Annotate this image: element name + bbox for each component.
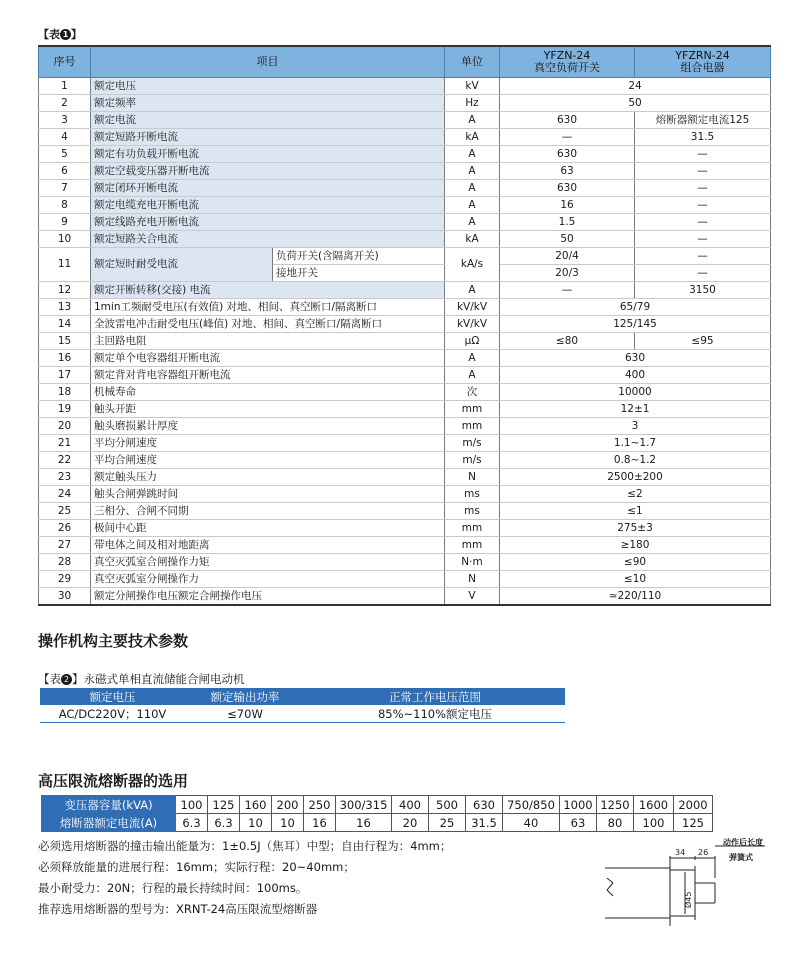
row-unit: A: [445, 180, 500, 197]
row-item: 触头开距: [91, 401, 445, 418]
dim-26-label: 26: [698, 848, 709, 857]
transformer-capacity-value: 2000: [674, 796, 713, 814]
table-row: [39, 146, 771, 163]
fuse-current-value: 31.5: [466, 814, 503, 832]
row-unit: A: [445, 163, 500, 180]
dim-34-label: 34: [675, 848, 686, 857]
row-value-yfzrn: —: [635, 214, 771, 231]
table1-tag: 【表 1 】: [38, 28, 82, 41]
row-unit: N: [445, 571, 500, 588]
row-value-yfzn: ≤80: [500, 333, 635, 350]
fuse-current-value: 6.3: [176, 814, 208, 832]
row-unit: A: [445, 112, 500, 129]
row-value-yfzrn: —: [635, 248, 771, 265]
row-value-merged: 630: [500, 350, 771, 367]
fuse-current-value: 63: [560, 814, 597, 832]
row-unit: kV/kV: [445, 316, 500, 333]
header-unit: 单位: [445, 46, 500, 78]
row-value-yfzrn: —: [635, 146, 771, 163]
row-unit: Hz: [445, 95, 500, 112]
row-unit: mm: [445, 418, 500, 435]
fuse-current-label: 熔断器额定电流(A): [42, 814, 176, 832]
transformer-capacity-value: 100: [176, 796, 208, 814]
table-row: [39, 282, 771, 299]
row-number: 12: [39, 282, 91, 299]
row-item: 额定分闸操作电压额定合闸操作电压: [91, 588, 445, 606]
length-after-action-label: 动作后长度: [723, 838, 763, 847]
row-unit: μΩ: [445, 333, 500, 350]
row-number: 5: [39, 146, 91, 163]
row-value-merged: 1.1~1.7: [500, 435, 771, 452]
row-unit: kA/s: [445, 248, 500, 282]
row-number: 18: [39, 384, 91, 401]
transformer-capacity-value: 125: [208, 796, 240, 814]
row-value-yfzrn: 3150: [635, 282, 771, 299]
table-row: [39, 520, 771, 537]
row-item: 额定开断转移(交接) 电流: [91, 282, 445, 299]
row-unit: m/s: [445, 452, 500, 469]
row-item: 额定单个电容器组开断电流: [91, 350, 445, 367]
row-unit: V: [445, 588, 500, 606]
row-unit: kA: [445, 231, 500, 248]
row-value-merged: 400: [500, 367, 771, 384]
row-number: 21: [39, 435, 91, 452]
row-value-yfzn: —: [500, 282, 635, 299]
row-item: 平均分闸速度: [91, 435, 445, 452]
row-value-merged: 275±3: [500, 520, 771, 537]
row-value-yfzrn: 熔断器额定电流125: [635, 112, 771, 129]
row-item: 主回路电阻: [91, 333, 445, 350]
row-value-yfzn: 630: [500, 112, 635, 129]
row-number: 2: [39, 95, 91, 112]
table-row: [39, 180, 771, 197]
row-number: 15: [39, 333, 91, 350]
row-unit: A: [445, 146, 500, 163]
row-number: 16: [39, 350, 91, 367]
row-number: 24: [39, 486, 91, 503]
fuse-current-value: 20: [392, 814, 429, 832]
table-row: [39, 333, 771, 350]
row-item: 额定闭环开断电流: [91, 180, 445, 197]
row-number: 17: [39, 367, 91, 384]
row-value-merged: ≥180: [500, 537, 771, 554]
row-item: 带电体之间及相对地距离: [91, 537, 445, 554]
row-item: 额定有功负载开断电流: [91, 146, 445, 163]
row-value-yfzn: —: [500, 129, 635, 146]
table-row: [39, 95, 771, 112]
table-row: [39, 452, 771, 469]
fuse-selection-title: 高压限流熔断器的选用: [38, 772, 189, 790]
row-unit: N: [445, 469, 500, 486]
row-value-yfzrn: —: [635, 197, 771, 214]
table-number-badge: 2: [61, 674, 72, 685]
fuse-current-value: 6.3: [208, 814, 240, 832]
fuse-current-value: 16: [336, 814, 392, 832]
row-number: 11: [39, 248, 91, 282]
row-unit: kV/kV: [445, 299, 500, 316]
table-row: [39, 299, 771, 316]
fuse-current-value: 10: [272, 814, 304, 832]
transformer-capacity-value: 1250: [597, 796, 634, 814]
transformer-capacity-value: 750/850: [503, 796, 560, 814]
fuse-current-value: 16: [304, 814, 336, 832]
table-row: [39, 316, 771, 333]
row-unit: 次: [445, 384, 500, 401]
fuse-striker-diagram: [605, 838, 785, 933]
fuse-current-value: 40: [503, 814, 560, 832]
row-value-merged: ≤1: [500, 503, 771, 520]
row-number: 7: [39, 180, 91, 197]
row-number: 13: [39, 299, 91, 316]
row-value-yfzn: 630: [500, 146, 635, 163]
row-value-merged: ≤2: [500, 486, 771, 503]
row-unit: m/s: [445, 435, 500, 452]
row-unit: ms: [445, 503, 500, 520]
row-value-yfzrn: —: [635, 265, 771, 282]
row-unit: N·m: [445, 554, 500, 571]
table-row: [39, 486, 771, 503]
row-item: 额定电流: [91, 112, 445, 129]
row-value-merged: ≃220/110: [500, 588, 771, 606]
row-number: 10: [39, 231, 91, 248]
fuse-current-value: 125: [674, 814, 713, 832]
transformer-capacity-value: 300/315: [336, 796, 392, 814]
fuse-current-value: 25: [429, 814, 466, 832]
table2-tag: 【表 2 】永磁式单相直流储能合闸电动机: [38, 672, 245, 686]
row-item: 真空灭弧室分闸操作力: [91, 571, 445, 588]
row-number: 14: [39, 316, 91, 333]
row-value-merged: ≤90: [500, 554, 771, 571]
table-row: [39, 78, 771, 95]
transformer-capacity-value: 400: [392, 796, 429, 814]
row-item: 三相分、合闸不同期: [91, 503, 445, 520]
table-row: [39, 537, 771, 554]
fuse-note: 最小耐受力：20N；行程的最长持续时间：100ms。: [38, 881, 308, 895]
fuse-note: 推荐选用熔断器的型号为：XRNT-24高压限流型熔断器: [38, 902, 318, 916]
row-unit: A: [445, 282, 500, 299]
row-value-yfzrn: —: [635, 180, 771, 197]
table-row: [39, 231, 771, 248]
fuse-current-value: 80: [597, 814, 634, 832]
diameter-label: Ø45: [684, 891, 693, 908]
row-value-merged: 24: [500, 78, 771, 95]
row-unit: ms: [445, 486, 500, 503]
row-subitem: 接地开关: [273, 265, 445, 282]
row-item: 额定触头压力: [91, 469, 445, 486]
row-value-yfzn: 20/4: [500, 248, 635, 265]
header-yfzn: YFZN-24 真空负荷开关: [500, 46, 635, 78]
row-unit: mm: [445, 401, 500, 418]
row-item: 额定短路开断电流: [91, 129, 445, 146]
row-number: 25: [39, 503, 91, 520]
row-value-yfzn: 630: [500, 180, 635, 197]
table-row: [39, 367, 771, 384]
header-yfzrn: YFZRN-24 组合电器: [635, 46, 771, 78]
row-unit: mm: [445, 537, 500, 554]
transformer-capacity-value: 160: [240, 796, 272, 814]
row-item: 额定背对背电容器组开断电流: [91, 367, 445, 384]
row-number: 26: [39, 520, 91, 537]
row-value-yfzn: 50: [500, 231, 635, 248]
row-value-merged: 65/79: [500, 299, 771, 316]
row-unit: A: [445, 350, 500, 367]
value-rated-voltage: AC/DC220V；110V: [40, 705, 185, 723]
row-number: 19: [39, 401, 91, 418]
row-number: 1: [39, 78, 91, 95]
row-item: 平均合闸速度: [91, 452, 445, 469]
header-rated-power: 额定输出功率: [185, 688, 305, 705]
fuse-current-value: 10: [240, 814, 272, 832]
row-number: 29: [39, 571, 91, 588]
transformer-capacity-value: 500: [429, 796, 466, 814]
row-item: 额定短路关合电流: [91, 231, 445, 248]
technical-parameters-table: [38, 45, 771, 606]
row-item: 机械寿命: [91, 384, 445, 401]
row-value-merged: 3: [500, 418, 771, 435]
row-value-yfzn: 63: [500, 163, 635, 180]
row-number: 3: [39, 112, 91, 129]
table-row: [39, 197, 771, 214]
transformer-capacity-value: 1600: [634, 796, 674, 814]
row-item: 额定短时耐受电流: [91, 248, 273, 282]
transformer-capacity-value: 200: [272, 796, 304, 814]
row-item: 触头磨损累计厚度: [91, 418, 445, 435]
table-row: [39, 554, 771, 571]
row-value-yfzn: 20/3: [500, 265, 635, 282]
row-number: 4: [39, 129, 91, 146]
header-item: 项目: [91, 46, 445, 78]
row-item: 额定线路充电开断电流: [91, 214, 445, 231]
row-unit: A: [445, 367, 500, 384]
transformer-capacity-label: 变压器容量(kVA): [42, 796, 176, 814]
motor-parameters-table: [40, 688, 565, 723]
row-item: 触头合闸弹跳时间: [91, 486, 445, 503]
row-number: 27: [39, 537, 91, 554]
table-row: [39, 469, 771, 486]
row-item: 额定电压: [91, 78, 445, 95]
row-item: 极间中心距: [91, 520, 445, 537]
row-value-yfzn: 1.5: [500, 214, 635, 231]
row-unit: mm: [445, 520, 500, 537]
table-row: [39, 163, 771, 180]
row-value-yfzrn: —: [635, 163, 771, 180]
header-voltage-range: 正常工作电压范围: [305, 688, 565, 705]
table-row: [39, 401, 771, 418]
row-item: 真空灭弧室合闸操作力矩: [91, 554, 445, 571]
fuse-note: 必须选用熔断器的撞击输出能量为：1±0.5J（焦耳）中型；自由行程为：4mm；: [38, 839, 452, 853]
table-row: [39, 418, 771, 435]
fuse-selection-table: [41, 795, 713, 832]
header-rated-voltage: 额定电压: [40, 688, 185, 705]
row-number: 30: [39, 588, 91, 606]
row-item: 额定电缆充电开断电流: [91, 197, 445, 214]
table-row: [39, 503, 771, 520]
transformer-capacity-value: 1000: [560, 796, 597, 814]
row-item: 额定空载变压器开断电流: [91, 163, 445, 180]
row-number: 8: [39, 197, 91, 214]
table-row: [39, 248, 771, 265]
table-row: [39, 129, 771, 146]
row-value-merged: ≤10: [500, 571, 771, 588]
spring-type-label: 弹簧式: [729, 853, 753, 862]
table-row: [39, 435, 771, 452]
row-value-yfzrn: ≤95: [635, 333, 771, 350]
value-voltage-range: 85%~110%额定电压: [305, 705, 565, 723]
table-row: [39, 588, 771, 606]
operating-mechanism-title: 操作机构主要技术参数: [38, 632, 189, 650]
row-unit: A: [445, 197, 500, 214]
row-number: 6: [39, 163, 91, 180]
row-number: 22: [39, 452, 91, 469]
row-unit: kA: [445, 129, 500, 146]
row-item: 全波雷电冲击耐受电压(峰值) 对地、相间、真空断口/隔离断口: [91, 316, 445, 333]
row-number: 20: [39, 418, 91, 435]
row-value-yfzrn: —: [635, 231, 771, 248]
row-number: 9: [39, 214, 91, 231]
row-value-merged: 0.8~1.2: [500, 452, 771, 469]
row-value-merged: 50: [500, 95, 771, 112]
table-row: [39, 112, 771, 129]
table-row: [39, 350, 771, 367]
value-rated-power: ≤70W: [185, 705, 305, 723]
row-unit: A: [445, 214, 500, 231]
row-value-merged: 2500±200: [500, 469, 771, 486]
transformer-capacity-value: 250: [304, 796, 336, 814]
fuse-current-value: 100: [634, 814, 674, 832]
header-seq: 序号: [39, 46, 91, 78]
row-subitem: 负荷开关(含隔离开关): [273, 248, 445, 265]
table-row: [39, 571, 771, 588]
row-value-merged: 12±1: [500, 401, 771, 418]
row-value-merged: 10000: [500, 384, 771, 401]
table-row: [39, 214, 771, 231]
transformer-capacity-value: 630: [466, 796, 503, 814]
row-value-yfzrn: 31.5: [635, 129, 771, 146]
fuse-note: 必须释放能量的进展行程：16mm；实际行程：20~40mm；: [38, 860, 355, 874]
row-item: 额定频率: [91, 95, 445, 112]
table-number-badge: 1: [60, 29, 71, 40]
row-value-yfzn: 16: [500, 197, 635, 214]
row-unit: kV: [445, 78, 500, 95]
row-number: 28: [39, 554, 91, 571]
table-row: [39, 384, 771, 401]
row-value-merged: 125/145: [500, 316, 771, 333]
row-number: 23: [39, 469, 91, 486]
row-item: 1min工频耐受电压(有效值) 对地、相间、真空断口/隔离断口: [91, 299, 445, 316]
